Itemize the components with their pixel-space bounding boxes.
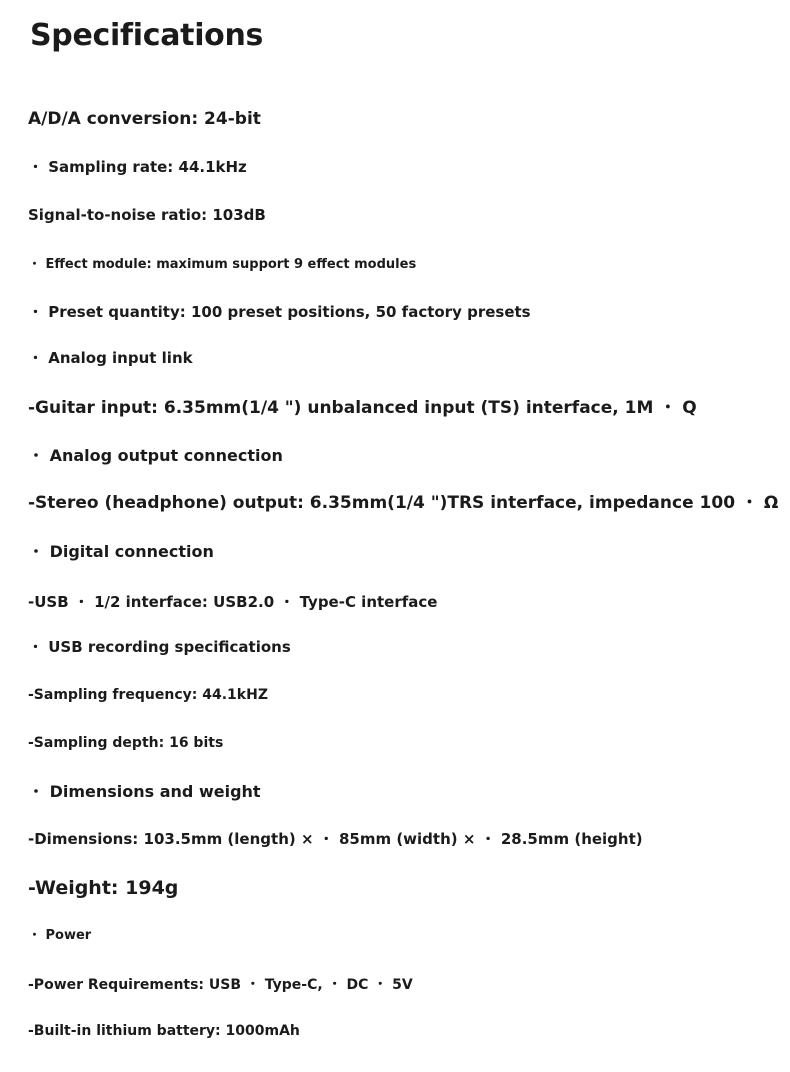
spec-sampling-frequency: -Sampling frequency: 44.1kHZ xyxy=(28,687,268,703)
section-power: ・ Power xyxy=(28,928,92,943)
spec-stereo-output: -Stereo (headphone) output: 6.35mm(1/4 ")TRS interface, impedance 100 ・ Ω xyxy=(28,493,779,513)
spec-signal-to-noise: Signal-to-noise ratio: 103dB xyxy=(28,206,266,224)
spec-guitar-input: -Guitar input: 6.35mm(1/4 ") unbalanced input (TS) interface, 1M ・ Q xyxy=(28,398,697,418)
section-dimensions-weight: ・ Dimensions and weight xyxy=(28,782,261,801)
section-digital-connection: ・ Digital connection xyxy=(28,542,214,561)
spec-dimensions: -Dimensions: 103.5mm (length) × ・ 85mm (width) × ・ 28.5mm (height) xyxy=(28,830,643,848)
spec-power-requirements: -Power Requirements: USB ・ Type-C, ・ DC ・ 5V xyxy=(28,977,413,993)
page-title: Specifications xyxy=(30,18,264,53)
spec-usb-interface: -USB ・ 1/2 interface: USB2.0 ・ Type-C interface xyxy=(28,593,438,611)
section-analog-output: ・ Analog output connection xyxy=(28,446,283,465)
section-analog-input: ・ Analog input link xyxy=(28,349,193,367)
spec-preset-quantity: ・ Preset quantity: 100 preset positions, 50 factory presets xyxy=(28,303,531,321)
section-usb-recording: ・ USB recording specifications xyxy=(28,638,291,656)
spec-lithium-battery: -Built-in lithium battery: 1000mAh xyxy=(28,1023,300,1039)
spec-sampling-depth: -Sampling depth: 16 bits xyxy=(28,735,224,751)
spec-weight: -Weight: 194g xyxy=(28,877,179,899)
spec-ada-conversion: A/D/A conversion: 24-bit xyxy=(28,109,261,129)
spec-sampling-rate: ・ Sampling rate: 44.1kHz xyxy=(28,158,247,176)
spec-effect-module: ・ Effect module: maximum support 9 effect modules xyxy=(28,257,417,272)
